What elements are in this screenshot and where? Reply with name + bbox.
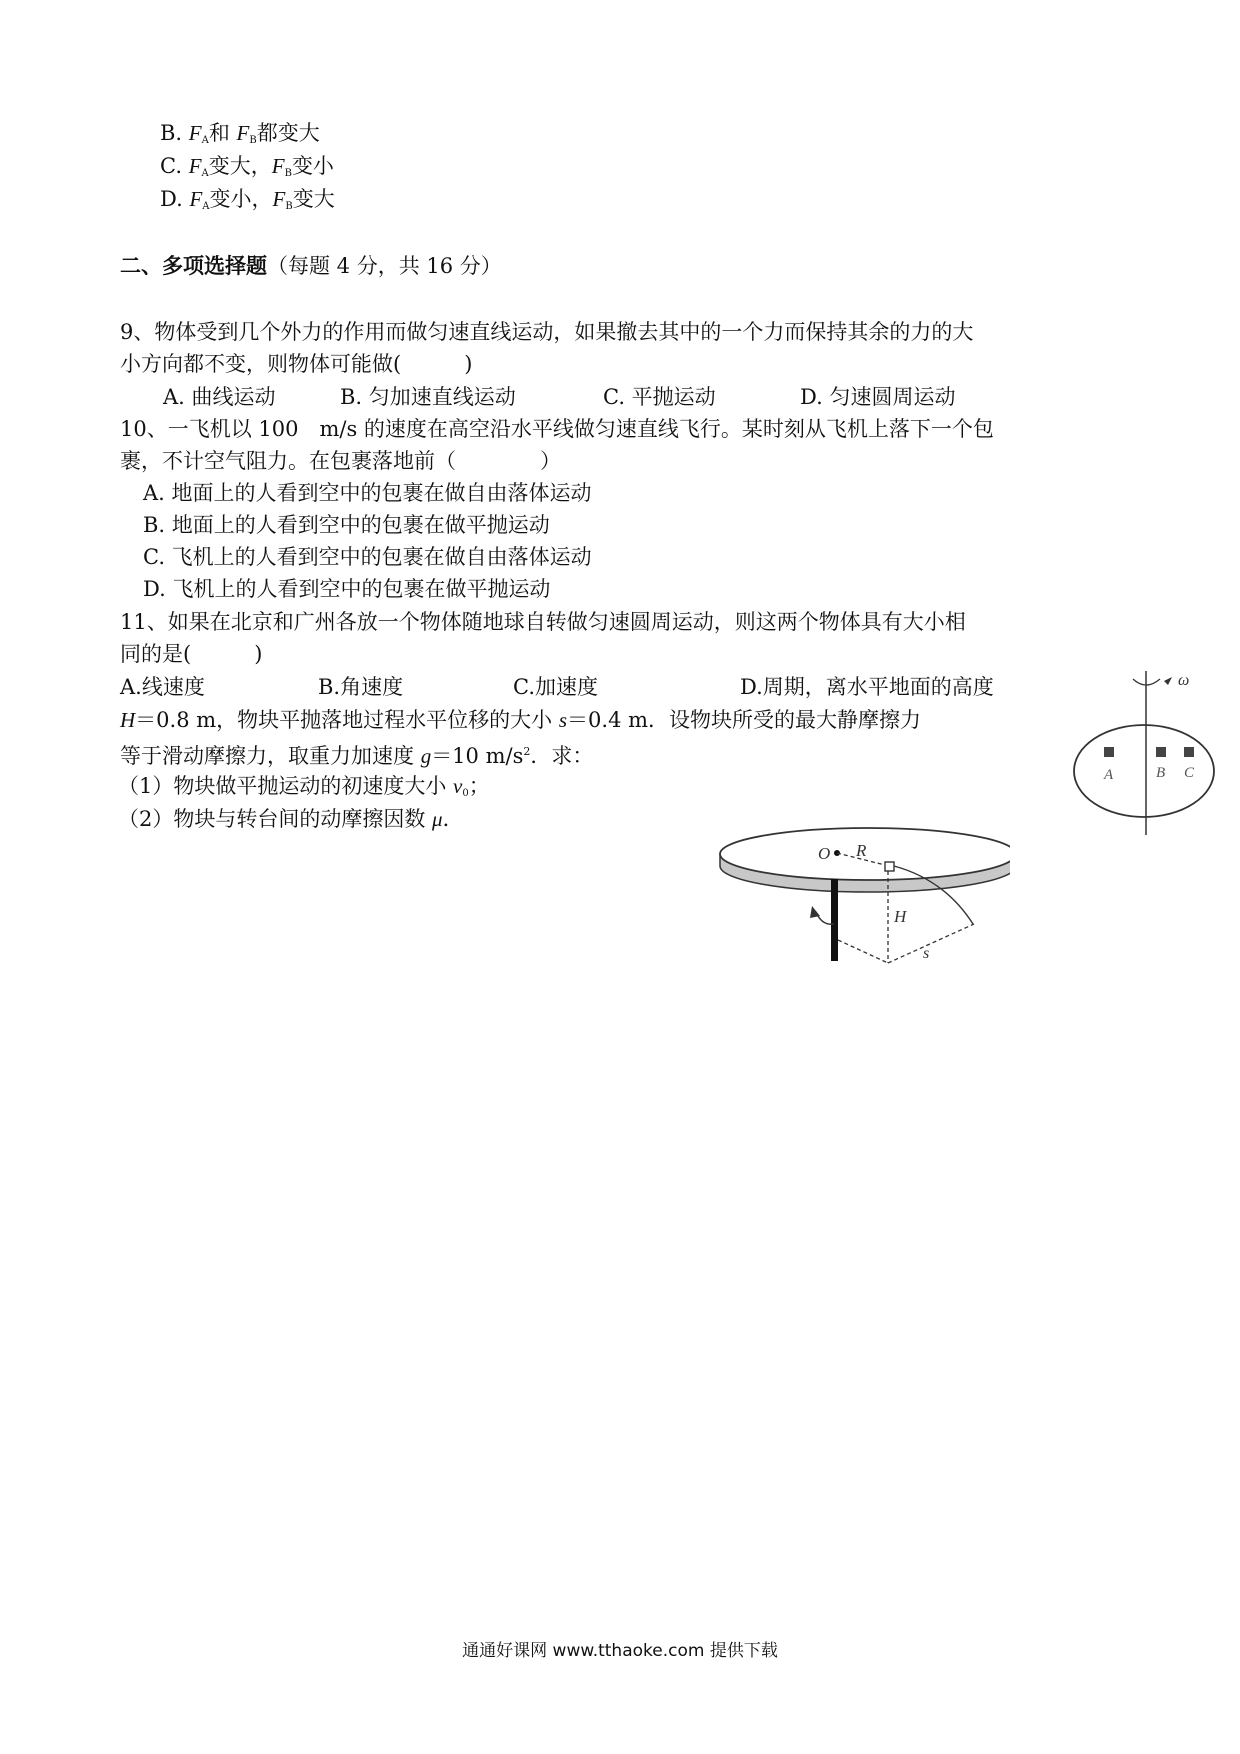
page-footer: 通通好课网 www.tthaoke.com 提供下载 bbox=[462, 1641, 778, 1661]
section-heading: 二、多项选择题（每题 4 分，共 16 分） bbox=[120, 253, 502, 278]
label-r: R bbox=[856, 841, 867, 860]
q11-option-a: A.线速度 bbox=[120, 675, 205, 699]
label-a: A bbox=[1104, 767, 1114, 783]
q11-option-d: D.周期，离水平地面的高度 bbox=[740, 675, 994, 699]
q9-stem-line1: 9、物体受到几个外力的作用而做匀速直线运动，如果撤去其中的一个力而保持其余的力的大 bbox=[120, 320, 974, 344]
problem-subquestion-1: （1）物块做平抛运动的初速度大小 $v_0$； bbox=[118, 774, 490, 799]
problem-subquestion-2: （2）物块与转台间的动摩擦因数 μ． bbox=[118, 807, 464, 831]
block-b bbox=[1156, 747, 1166, 757]
omega-label: ω bbox=[1178, 672, 1190, 689]
q10-stem-line2: 裹，不计空气阻力。在包裹落地前（ ） bbox=[120, 449, 561, 473]
q8-option-d: D. $F_A$变小，$F_B$变大 bbox=[160, 187, 335, 212]
label-c: C bbox=[1184, 765, 1195, 781]
block-c bbox=[1184, 747, 1194, 757]
block-a bbox=[1104, 747, 1114, 757]
label-h: H bbox=[894, 907, 907, 926]
q9-option-c: C. 平抛运动 bbox=[603, 385, 716, 409]
q11-stem-line2: 同的是( ) bbox=[120, 642, 263, 666]
q9-option-a: A. 曲线运动 bbox=[163, 385, 276, 409]
label-b: B bbox=[1156, 765, 1166, 781]
q10-option-a: A. 地面上的人看到空中的包裹在做自由落体运动 bbox=[143, 481, 592, 505]
q10-option-b: B. 地面上的人看到空中的包裹在做平抛运动 bbox=[143, 513, 550, 537]
q8-option-c: C. $F_A$变大，$F_B$变小 bbox=[160, 154, 334, 179]
q11-stem-line1: 11、如果在北京和广州各放一个物体随地球自转做匀速圆周运动，则这两个物体具有大小相 bbox=[120, 610, 966, 634]
problem-line1: H＝0.8 m，物块平抛落地过程水平位移的大小 s＝0.4 m．设物块所受的最大静摩擦力 bbox=[120, 708, 922, 732]
label-s: s bbox=[923, 945, 930, 962]
problem-line2: 等于滑动摩擦力，取重力加速度 g＝10 $m/s^2$．求： bbox=[120, 744, 594, 768]
q10-option-d: D. 飞机上的人看到空中的包裹在做平抛运动 bbox=[143, 577, 551, 601]
rotating-disc-figure bbox=[1060, 665, 1230, 845]
turntable-figure bbox=[710, 800, 1010, 980]
label-o: O bbox=[818, 844, 831, 863]
q9-option-d: D. 匀速圆周运动 bbox=[800, 385, 956, 409]
q10-stem-line1: 10、一飞机以 100 m/s 的速度在高空沿水平线做匀速直线飞行。某时刻从飞机上落下一个包 bbox=[120, 417, 994, 441]
q9-option-b: B. 匀加速直线运动 bbox=[340, 385, 516, 409]
q10-option-c: C. 飞机上的人看到空中的包裹在做自由落体运动 bbox=[143, 545, 592, 569]
q11-option-b: B.角速度 bbox=[318, 675, 404, 699]
q9-stem-line2: 小方向都不变，则物体可能做( ) bbox=[120, 352, 473, 376]
q11-option-c: C.加速度 bbox=[513, 675, 598, 699]
q8-option-b: B. $F_A$和 $F_B$都变大 bbox=[160, 121, 320, 146]
